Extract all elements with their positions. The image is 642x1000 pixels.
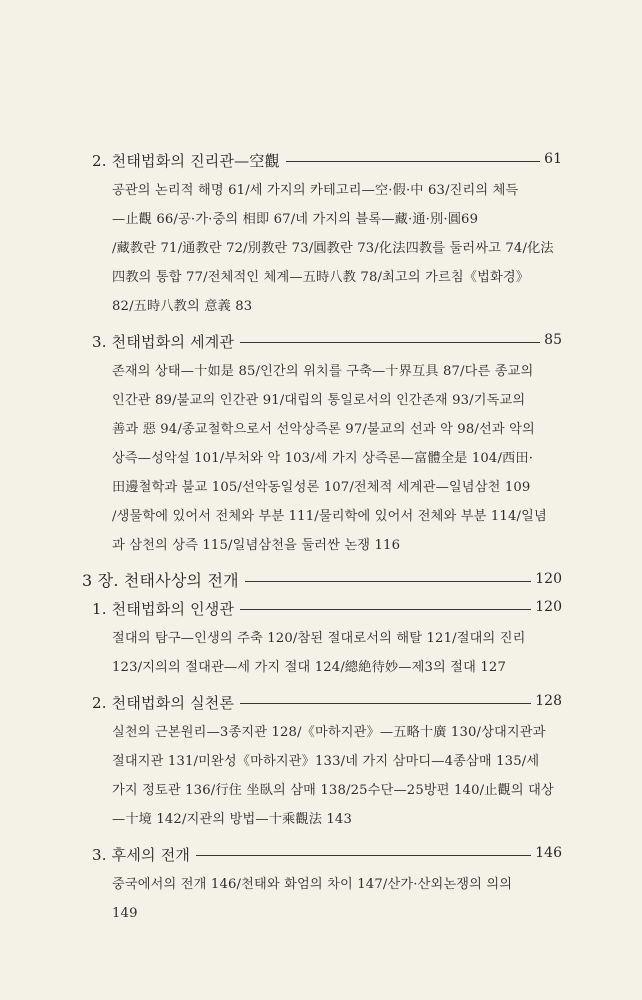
toc-page-number: 128: [535, 693, 562, 709]
toc-page-number: 120: [535, 599, 562, 615]
toc-entry-title: 1. 천태법화의 인생관: [92, 600, 235, 618]
toc-leader-line: [240, 702, 531, 704]
toc-leader-line: [245, 580, 531, 582]
toc-page-number: 146: [535, 845, 562, 861]
toc-page-number: 120: [535, 571, 562, 587]
toc-entry-description: 중국에서의 전개 146/천태와 화엄의 차이 147/산가·산외논쟁의 의의 149: [112, 877, 513, 921]
toc-entry-title: 2. 천태법화의 진리관—空觀: [92, 152, 280, 170]
toc-entry: [92, 692, 562, 714]
toc-section: [92, 844, 562, 928]
toc-page-number: 85: [544, 332, 562, 348]
toc-entry: [92, 150, 562, 172]
toc-page-number: 61: [544, 151, 562, 167]
toc-entry-title: 3. 후세의 전개: [92, 846, 191, 864]
toc-entry-description: 절대의 탐구—인생의 주축 120/참된 절대로서의 해탈 121/절대의 진리 123/지의의 절대관—세 가지 절대 124/總絶待妙—제3의 절대 127: [112, 631, 526, 675]
toc-entry-description: 존재의 상태—十如是 85/인간의 위치를 구축—十界互具 87/다른 종교의 인간관 89/불교의 인간관 91/대립의 통일로서의 인간존재 93/기독교의 善과 惡 94/종교철학으로서 선악상즉론 97/불교의 선과 악 98/선과 악의 상즉—성악설 101/부처와 악 103/세 가지 상즉론—富體全是 104/西田· 田邊철학과 불교 105/선악동일성론 107/전체적 세계관—일념삼천 109 /생물학에 있어서 전체와 부분 111/물리학에 있어서 전체와 부분 114/일념 과 삼천의 상즉 115/일념삼천을 둘러싼 논쟁 116: [112, 364, 547, 553]
toc-section: [92, 598, 562, 682]
toc-entry-title: 3. 천태법화의 세계관: [92, 333, 235, 351]
table-of-contents: [82, 150, 562, 938]
toc-leader-line: [286, 160, 540, 162]
toc-leader-line: [240, 608, 531, 610]
toc-entry: [92, 331, 562, 353]
toc-leader-line: [240, 341, 540, 343]
toc-entry-title: 2. 천태법화의 실천론: [92, 694, 235, 712]
toc-section: [92, 331, 562, 560]
toc-chapter-entry: [82, 570, 562, 592]
toc-chapter: [82, 570, 562, 592]
toc-section: [92, 692, 562, 834]
toc-section: [92, 150, 562, 321]
toc-entry-description: 공관의 논리적 해명 61/세 가지의 카테고리—空·假·中 63/진리의 체득 —止觀 66/공·가·중의 相即 67/네 가지의 블록—藏·通·別·圓69 /藏教란 71/通教란 72/別教란 73/圓教란 73/化法四教를 둘러싸고 74/化法 四教의 통합 77/전체적인 체계—五時八教 78/최고의 가르침《법화경》 82/五時八教의 意義 83: [112, 183, 554, 314]
toc-leader-line: [196, 854, 531, 856]
toc-entry-description: 실천의 근본원리—3종지관 128/《마하지관》—五略十廣 130/상대지관과 절대지관 131/미완성《마하지관》133/네 가지 삼마디—4종삼매 135/세 가지 정토관 136/行住 坐臥의 삼매 138/25수단—25방편 140/止觀의 대상 —十境 142/지관의 방법—十乘觀法 143: [112, 725, 554, 827]
toc-entry: [92, 598, 562, 620]
toc-entry: [92, 844, 562, 866]
toc-chapter-title: 3 장. 천태사상의 전개: [82, 571, 239, 590]
